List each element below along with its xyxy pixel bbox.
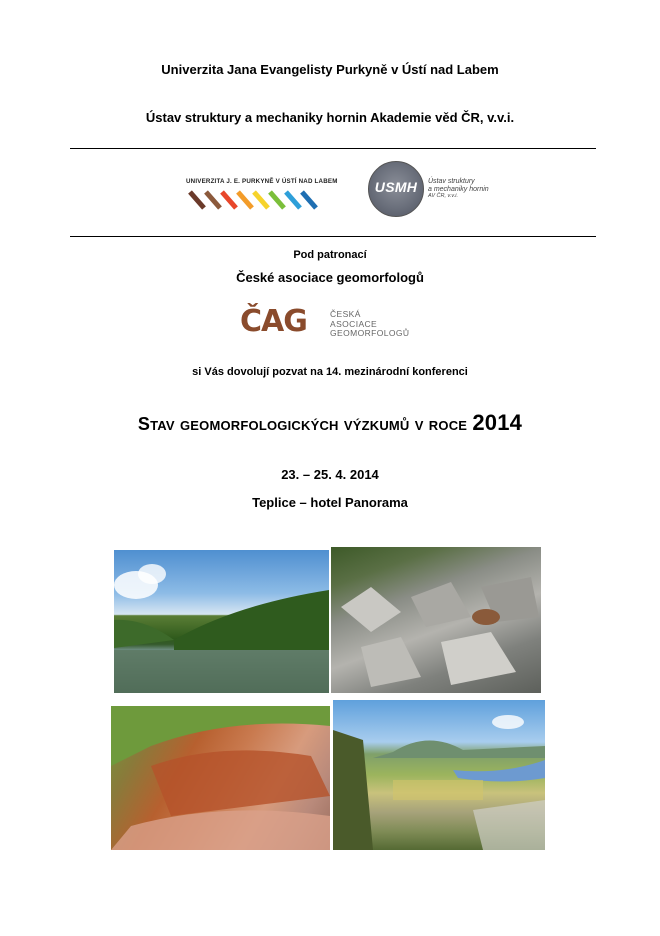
university-name: Univerzita Jana Evangelisty Purkyně v Ústí nad Labem xyxy=(161,62,499,77)
cag-line1: ČESKÁ xyxy=(330,309,361,319)
usmh-line3: AV ČR, v.v.i. xyxy=(428,193,459,199)
usmh-logo-text xyxy=(428,178,489,201)
bottom-divider xyxy=(70,236,596,237)
conference-venue: Teplice – hotel Panorama xyxy=(252,495,408,510)
cag-line3: GEOMORFOLOGŮ xyxy=(330,328,410,338)
patronage-label: Pod patronací xyxy=(293,249,367,261)
conference-title xyxy=(0,410,660,436)
photo-landscape-view xyxy=(333,700,545,850)
usmh-logo xyxy=(368,161,424,217)
usmh-line1: Ústav struktury xyxy=(428,178,475,185)
cag-logo-mark: ČAG xyxy=(240,304,307,339)
photo-red-outcrop xyxy=(111,706,330,850)
usmh-logo-label: USMH xyxy=(374,179,418,195)
photo-rocks-goats xyxy=(331,547,541,693)
institute-name: Ústav struktury a mechaniky hornin Akademie věd ČR, v.v.i. xyxy=(145,110,515,125)
cag-logo-text xyxy=(330,310,409,339)
conference-title-text: Stav geomorfologických výzkumů v roce xyxy=(137,414,468,434)
conference-year: 2014 xyxy=(472,410,523,435)
ujep-stripes-icon xyxy=(186,188,326,214)
usmh-line2: a mechaniky hornin xyxy=(428,185,489,193)
invitation-text: si Vás dovolují pozvat na 14. mezinárodní konferenci xyxy=(192,366,468,378)
top-divider xyxy=(70,148,596,149)
ujep-logo xyxy=(186,178,338,212)
photo-river-valley xyxy=(114,550,329,693)
association-name: České asociace geomorfologů xyxy=(236,270,424,285)
cag-line2: ASOCIACE xyxy=(330,318,378,329)
conference-dates: 23. – 25. 4. 2014 xyxy=(281,467,379,482)
ujep-logo-text: UNIVERZITA J. E. PURKYNĚ V ÚSTÍ NAD LABEM xyxy=(186,178,338,185)
